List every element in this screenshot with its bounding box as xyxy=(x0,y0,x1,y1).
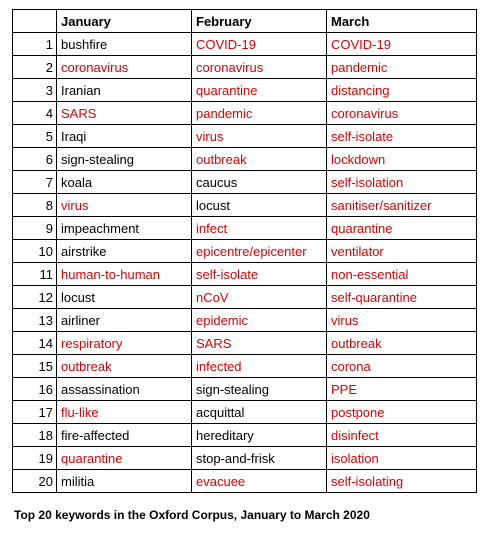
february-keyword-cell: hereditary xyxy=(192,424,327,447)
march-keyword-cell: distancing xyxy=(327,79,477,102)
rank-cell: 12 xyxy=(13,286,57,309)
table-row xyxy=(13,447,477,470)
march-keyword-cell: non-essential xyxy=(327,263,477,286)
rank-cell: 10 xyxy=(13,240,57,263)
rank-cell: 2 xyxy=(13,56,57,79)
rank-cell: 5 xyxy=(13,125,57,148)
rank-cell: 13 xyxy=(13,309,57,332)
february-keyword-cell: outbreak xyxy=(192,148,327,171)
february-keyword-cell: nCoV xyxy=(192,286,327,309)
january-keyword-cell: sign-stealing xyxy=(57,148,192,171)
january-keyword-cell: bushfire xyxy=(57,33,192,56)
table-body xyxy=(13,33,477,493)
january-keyword-cell: flu-like xyxy=(57,401,192,424)
february-keyword-cell: infect xyxy=(192,217,327,240)
rank-cell: 6 xyxy=(13,148,57,171)
march-keyword-cell: PPE xyxy=(327,378,477,401)
march-keyword-cell: self-quarantine xyxy=(327,286,477,309)
table-row xyxy=(13,401,477,424)
january-keyword-cell: respiratory xyxy=(57,332,192,355)
february-keyword-cell: caucus xyxy=(192,171,327,194)
rank-cell: 18 xyxy=(13,424,57,447)
table-row xyxy=(13,33,477,56)
february-keyword-cell: infected xyxy=(192,355,327,378)
table-row xyxy=(13,171,477,194)
table-row xyxy=(13,56,477,79)
march-keyword-cell: quarantine xyxy=(327,217,477,240)
header-january: January xyxy=(57,10,192,33)
table-row xyxy=(13,148,477,171)
rank-cell: 11 xyxy=(13,263,57,286)
january-keyword-cell: impeachment xyxy=(57,217,192,240)
march-keyword-cell: ventilator xyxy=(327,240,477,263)
table-row xyxy=(13,194,477,217)
february-keyword-cell: stop-and-frisk xyxy=(192,447,327,470)
january-keyword-cell: airliner xyxy=(57,309,192,332)
february-keyword-cell: acquittal xyxy=(192,401,327,424)
rank-cell: 9 xyxy=(13,217,57,240)
january-keyword-cell: militia xyxy=(57,470,192,493)
march-keyword-cell: coronavirus xyxy=(327,102,477,125)
february-keyword-cell: SARS xyxy=(192,332,327,355)
february-keyword-cell: coronavirus xyxy=(192,56,327,79)
february-keyword-cell: epidemic xyxy=(192,309,327,332)
january-keyword-cell: SARS xyxy=(57,102,192,125)
rank-cell: 17 xyxy=(13,401,57,424)
table-row xyxy=(13,332,477,355)
table-row xyxy=(13,286,477,309)
rank-cell: 4 xyxy=(13,102,57,125)
march-keyword-cell: postpone xyxy=(327,401,477,424)
rank-cell: 16 xyxy=(13,378,57,401)
march-keyword-cell: self-isolate xyxy=(327,125,477,148)
january-keyword-cell: fire-affected xyxy=(57,424,192,447)
header-rank xyxy=(13,10,57,33)
rank-cell: 19 xyxy=(13,447,57,470)
rank-cell: 7 xyxy=(13,171,57,194)
table-row xyxy=(13,217,477,240)
rank-cell: 1 xyxy=(13,33,57,56)
table-row xyxy=(13,309,477,332)
march-keyword-cell: pandemic xyxy=(327,56,477,79)
january-keyword-cell: assassination xyxy=(57,378,192,401)
rank-cell: 14 xyxy=(13,332,57,355)
march-keyword-cell: lockdown xyxy=(327,148,477,171)
january-keyword-cell: quarantine xyxy=(57,447,192,470)
rank-cell: 3 xyxy=(13,79,57,102)
march-keyword-cell: disinfect xyxy=(327,424,477,447)
january-keyword-cell: koala xyxy=(57,171,192,194)
table-row xyxy=(13,470,477,493)
header-march: March xyxy=(327,10,477,33)
february-keyword-cell: evacuee xyxy=(192,470,327,493)
rank-cell: 20 xyxy=(13,470,57,493)
february-keyword-cell: sign-stealing xyxy=(192,378,327,401)
january-keyword-cell: Iraqi xyxy=(57,125,192,148)
table-row xyxy=(13,355,477,378)
january-keyword-cell: virus xyxy=(57,194,192,217)
table-row xyxy=(13,240,477,263)
table-caption: Top 20 keywords in the Oxford Corpus, January to March 2020 xyxy=(14,508,370,522)
table-row xyxy=(13,102,477,125)
march-keyword-cell: corona xyxy=(327,355,477,378)
march-keyword-cell: COVID-19 xyxy=(327,33,477,56)
march-keyword-cell: sanitiser/sanitizer xyxy=(327,194,477,217)
march-keyword-cell: outbreak xyxy=(327,332,477,355)
march-keyword-cell: self-isolation xyxy=(327,171,477,194)
february-keyword-cell: quarantine xyxy=(192,79,327,102)
keywords-table xyxy=(12,9,477,493)
january-keyword-cell: airstrike xyxy=(57,240,192,263)
march-keyword-cell: virus xyxy=(327,309,477,332)
table-row xyxy=(13,125,477,148)
february-keyword-cell: COVID-19 xyxy=(192,33,327,56)
table-row xyxy=(13,378,477,401)
february-keyword-cell: epicentre/epicenter xyxy=(192,240,327,263)
february-keyword-cell: locust xyxy=(192,194,327,217)
january-keyword-cell: Iranian xyxy=(57,79,192,102)
january-keyword-cell: outbreak xyxy=(57,355,192,378)
table-row xyxy=(13,424,477,447)
header-february: February xyxy=(192,10,327,33)
january-keyword-cell: coronavirus xyxy=(57,56,192,79)
march-keyword-cell: isolation xyxy=(327,447,477,470)
february-keyword-cell: virus xyxy=(192,125,327,148)
rank-cell: 8 xyxy=(13,194,57,217)
table-row xyxy=(13,263,477,286)
january-keyword-cell: human-to-human xyxy=(57,263,192,286)
table-row xyxy=(13,79,477,102)
january-keyword-cell: locust xyxy=(57,286,192,309)
february-keyword-cell: self-isolate xyxy=(192,263,327,286)
february-keyword-cell: pandemic xyxy=(192,102,327,125)
rank-cell: 15 xyxy=(13,355,57,378)
march-keyword-cell: self-isolating xyxy=(327,470,477,493)
header-row xyxy=(13,10,477,33)
